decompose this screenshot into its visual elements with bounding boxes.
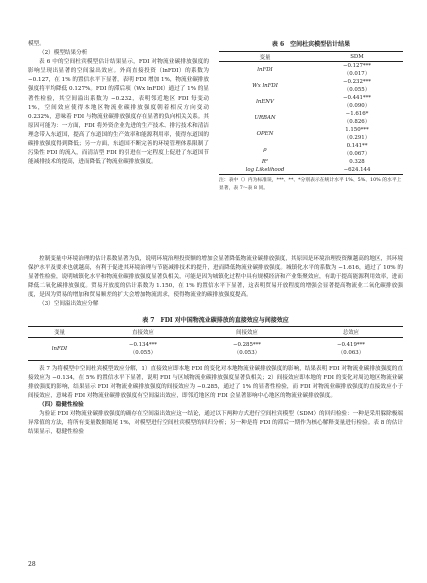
effects-table (28, 326, 403, 361)
paragraph: 表 6 中的空间杜宾模型估计结果显示，FDI 对物流业碳排放强度的影响呈现出显著的空间溢出效应。外商直接投资（lnFDI）的系数为 −0.127，在 1% 的置信水平下显著，表明 FDI 增加 1%，物流业碳排放强度将平均降低 0.127%。FDI 的滞后项（Wx lnFDI）通过了 1% 的显著性检验，其空间溢出系数为 −0.232，表明邻近地区 FDI 每变动 1%，空间效应使得本地区物流业碳排放强度朝着相反方向变动 0.232%，意味着 FDI 与物流业碳排放强度存在显著的负向相关关系。其原因可能为：一方面，FDI 将外资企业先进的生产技术、排污技术和清洁理念带入东道国，提高了东道国的生产效率和能源利用率，使得东道国的碳排放强度得到降低；另一方面，东道国不断完善的环境管理体系限制了污染性 FDI 的流入，而清洁型 FDI 的引进在一定程度上促进了东道国节能减排技术的提高，进而降低了物流业碳排放强度。 (28, 59, 209, 166)
left-column (28, 40, 209, 167)
coefficient: 0.141** (346, 143, 368, 149)
estimate-cell (311, 110, 403, 126)
table-row (219, 78, 403, 94)
page-number: 28 (28, 561, 36, 568)
coefficient: 0.328 (349, 159, 365, 165)
standard-error: （0.053） (233, 349, 261, 356)
standard-error: （0.067） (343, 151, 371, 157)
table-row (219, 110, 403, 126)
table-row (28, 337, 403, 360)
coefficient: −0.232*** (342, 79, 372, 85)
estimate-cell (311, 142, 403, 158)
direct-effect-cell (91, 337, 195, 360)
paragraph: 模型。 (28, 41, 45, 47)
variable-name: R² (261, 159, 269, 165)
full-width-body (28, 255, 403, 437)
sdm-results-table (219, 51, 403, 175)
variable-name: Wx lnFDI (252, 83, 278, 89)
column-header: SDM (311, 52, 403, 62)
standard-error: （0.826） (343, 119, 371, 125)
paragraph: 表 7 为将模型中空间杜宾模型效应分解，1）直接效应即本地 FDI 的变化对本地物流业碳排放强度的影响，结果表明 FDI 对物流业碳排放强度的直接效应为 −0.134，在 5% 的置信水平下显著，说明 FDI 与区域物流业碳排放强度显著负相关；2）间接效应即本地的 FDI 的变化对周边地区物流业碳排放强度的影响，结果显示 FDI 对物流业碳排放强度的间接效应为 −0.285，通过了 1% 的显著性检验，而 FDI 对物流业碳排放强度的直接效应小于间接效应，意味着 FDI 对物流业碳排放强度有空间溢出效应，即邻近地区的 FDI 会显著影响中心地区的物流业碳排放强度。 (28, 365, 403, 399)
table-row (219, 126, 403, 142)
column-header: 变量 (28, 326, 91, 337)
variable-name: URBAN (254, 115, 276, 121)
coefficient: 1.150*** (345, 127, 369, 133)
standard-error: （0.090） (343, 103, 371, 109)
estimate-cell (311, 62, 403, 79)
standard-error: （0.291） (343, 135, 371, 141)
table-caption: 表 7 FDI 对中国物流业碳排放的直接效应与间接效应 (142, 316, 289, 324)
coefficient: −0.419*** (336, 341, 365, 348)
column-header: 变量 (219, 52, 311, 62)
standard-error: （0.017） (343, 71, 371, 77)
coefficient: −0.441*** (342, 95, 372, 101)
table-6 (219, 40, 403, 192)
estimate-cell (311, 94, 403, 110)
table-note: 注：表中（）内为标准误，***、**、*分别表示在统计水平 1%、5%、10% 的水平上显著，表 7～表 8 同。 (219, 178, 402, 191)
indirect-effect-cell (195, 337, 299, 360)
estimate-cell (311, 126, 403, 142)
column-header: 总效应 (299, 326, 403, 337)
estimate-cell (311, 166, 403, 175)
estimate-cell (311, 158, 403, 166)
variable-name: log Likelihood (219, 166, 311, 175)
table-row (219, 142, 403, 158)
variable-name: lnFDI (257, 67, 273, 73)
estimate-cell (311, 78, 403, 94)
table-row (219, 94, 403, 110)
standard-error: （0.055） (343, 87, 371, 93)
section-heading: （2）模型结果分析 (39, 50, 88, 57)
table-caption: 表 6 空间杜宾模型估计结果 (271, 41, 351, 48)
paragraph: 为验证 FDI 对物流业碳排放强度的确存在空间溢出效应这一结论，通过以下两种方式进行空间杜宾模型（SDM）的回归检验：一种是采用躲除极端异常值的方法，将所有变量数据缩尾 1%，对模型进行空间杜宾模型的回归分析；另一种是将 FDI 的滞后一期作为核心解释变量进行检验。表 8 的估计结果显示，稳健性检验 (28, 411, 403, 436)
total-effect-cell (299, 337, 403, 360)
variable-name: lnFDI (28, 337, 91, 360)
column-header: 间接效应 (195, 326, 299, 337)
paragraph: 控制变量中环境治理的估计系数显著为负，说明环境治理投资额的增加会显著降低物流业碳排放强度，其原因是环境治理投资额越高的地区，其环境保护水平及要求也就越高，有利于促进其环境治理与节能减排技术的提升，进而降低物流业碳排放强度。城镇化水平的系数为 −1.616，通过了 10% 的显著性检验，说明城镇化水平和物流业碳排放强度显著负相关，可能是因为城镇化过程中具有规模经济和产业集聚效应，有助于提高能源利用效率，进而降低二氧化碳排放强度。贸易开放度的估计系数为 1.150，在 1% 的置信水平下显著，这表明贸易开放程度的增强会显著提高物流业二氧化碳排放强度，是因为贸易的增加和贸易顺差的扩大会增加物流需求，使得物流业的碳排放强度提高。 (28, 256, 403, 299)
table-row (219, 166, 403, 175)
section-heading: （四）稳健性检验 (39, 401, 84, 408)
coefficient: −0.285*** (232, 341, 261, 348)
coefficient: −1.616* (345, 111, 369, 117)
coefficient: −0.134*** (128, 341, 157, 348)
column-header: 直接效应 (91, 326, 195, 337)
variable-name: OPEN (256, 131, 274, 137)
variable-name: ρ (263, 147, 267, 153)
coefficient: −0.127*** (342, 63, 372, 69)
standard-error: （0.063） (337, 349, 365, 356)
coefficient: −624.144 (343, 167, 371, 173)
section-heading: （3）空间溢出效应分解 (39, 301, 99, 308)
table-row (219, 158, 403, 166)
standard-error: （0.055） (129, 349, 157, 356)
table-row (219, 62, 403, 79)
variable-name: lnENV (256, 99, 274, 105)
